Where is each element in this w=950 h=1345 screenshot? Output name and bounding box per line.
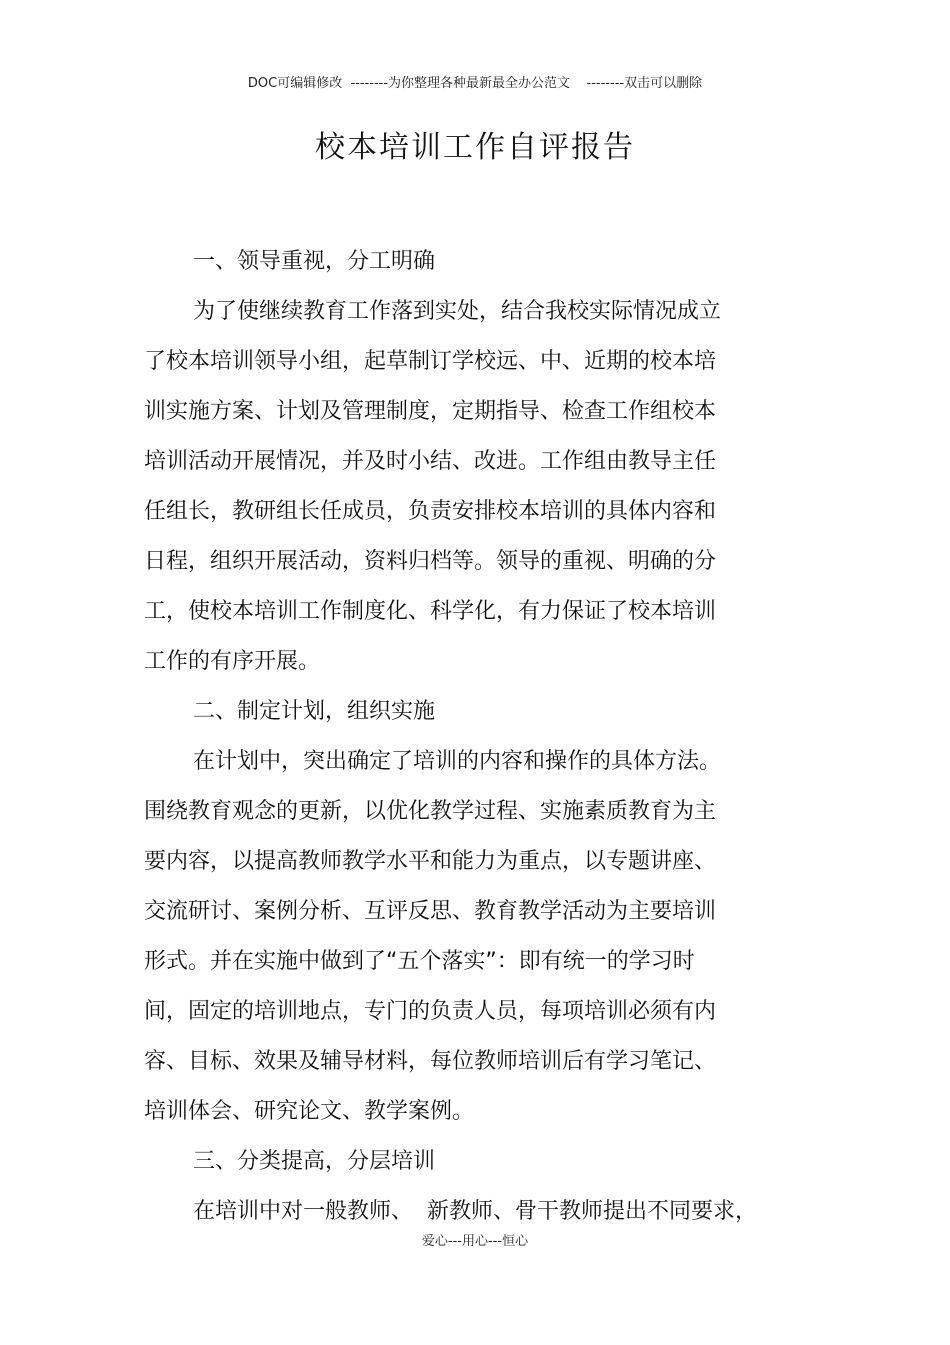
body-line: 工，使校本培训工作制度化、科学化，有力保证了校本培训 [144, 599, 717, 624]
body-line: 了校本培训领导小组，起草制订学校远、中、近期的校本培 [144, 349, 717, 374]
body-line: 容、目标、效果及辅导材料，每位教师培训后有学习笔记、 [144, 1049, 717, 1074]
body-line: 为了使继续教育工作落到实处，结合我校实际情况成立 [193, 299, 722, 324]
body-line: 任组长，教研组长任成员，负责安排校本培训的具体内容和 [144, 499, 717, 524]
body-line: 围绕教育观念的更新，以优化教学过程、实施素质教育为主 [144, 799, 717, 824]
body-line: 工作的有序开展。 [144, 649, 321, 674]
document-title: 校本培训工作自评报告 [315, 130, 635, 165]
body-line: 交流研讨、案例分析、互评反思、教育教学活动为主要培训 [144, 899, 717, 924]
document-header-note: DOC可编辑修改 --------为你整理各种最新最全办公范文 --------双击可以删除 [247, 76, 703, 91]
body-line: 要内容，以提高教师教学水平和能力为重点，以专题讲座、 [144, 849, 717, 874]
body-line: 训实施方案、计划及管理制度，定期指导、检查工作组校本 [144, 399, 717, 424]
body-line: 在培训中对一般教师、 新教师、骨干教师提出不同要求， [193, 1199, 757, 1224]
document-footer-motto: 爱心---用心---恒心 [421, 1234, 529, 1249]
body-line: 日程，组织开展活动，资料归档等。领导的重视、明确的分 [144, 549, 717, 574]
body-line: 形式。并在实施中做到了“五个落实”：即有统一的学习时 [144, 949, 695, 974]
body-line: 培训活动开展情况，并及时小结、改进。工作组由教导主任 [144, 449, 717, 474]
body-line: 间，固定的培训地点，专门的负责人员，每项培训必须有内 [144, 999, 717, 1024]
body-line: 培训体会、研究论文、教学案例。 [144, 1099, 475, 1124]
section-heading-1: 一、领导重视，分工明确 [193, 249, 436, 274]
body-line: 在计划中，突出确定了培训的内容和操作的具体方法。 [193, 749, 722, 774]
section-heading-3: 三、分类提高，分层培训 [193, 1149, 436, 1174]
section-heading-2: 二、制定计划，组织实施 [193, 699, 436, 724]
